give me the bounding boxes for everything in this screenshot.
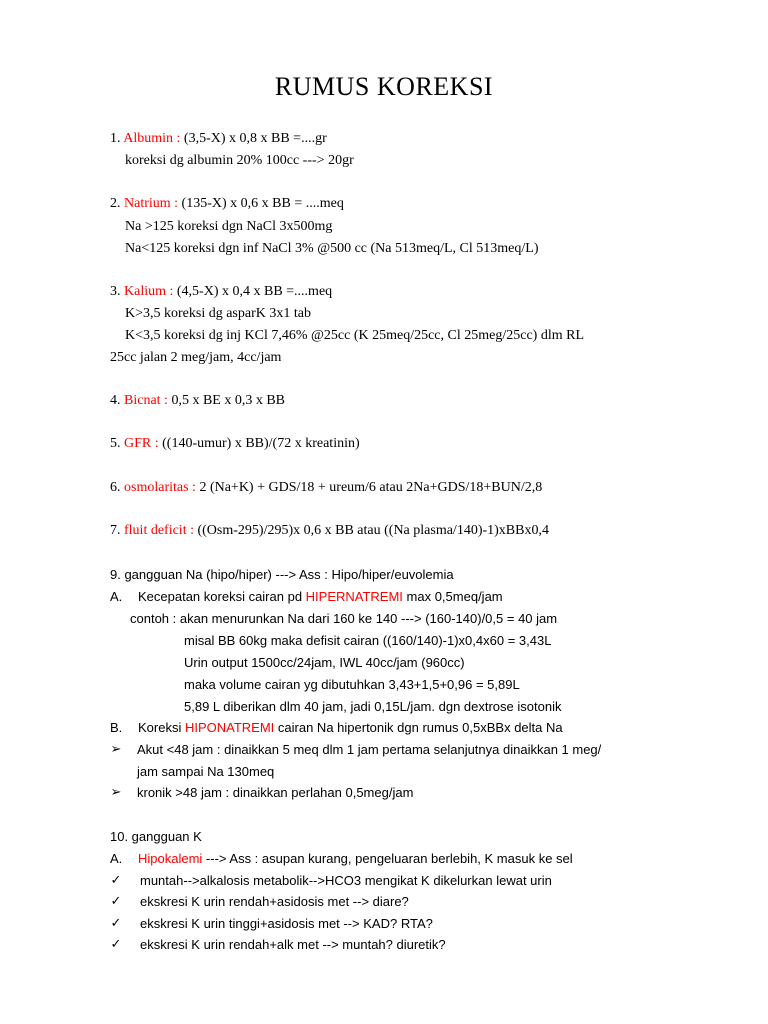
term-albumin: Albumin <box>123 131 174 146</box>
formula-osmolaritas: 2 (Na+K) + GDS/18 + ureum/6 atau 2Na+GDS/18+BUN/2,8 <box>199 480 543 495</box>
note-kalium-1: K>3,5 koreksi dg asparK 3x1 tab <box>125 306 311 321</box>
term-separator: : <box>186 523 198 538</box>
term-separator: : <box>170 196 182 211</box>
hipokalemi-line <box>138 850 573 868</box>
formula-natrium: (135-X) x 0,6 x BB = ....meq <box>181 196 344 211</box>
hipernatremi-post: max 0,5meq/jam <box>402 589 503 604</box>
arrow-bullet-icon: ➢ <box>110 742 122 757</box>
term-osmolaritas: osmolaritas <box>124 480 189 495</box>
check-line-3: ekskresi K urin tinggi+asidosis met --> KAD? RTA? <box>140 916 433 931</box>
term-hiponatremi: HIPONATREMI <box>184 720 275 735</box>
formula-fluit-deficit: ((Osm-295)/295)x 0,6 x BB atau ((Na plasma/140)-1)xBBx0,4 <box>197 523 549 538</box>
item-bicnat <box>110 392 285 410</box>
item-natrium <box>110 195 344 213</box>
contoh-line-2: misal BB 60kg maka defisit cairan ((160/140)-1)x0,4x60 = 3,43L <box>184 633 552 648</box>
term-separator: : <box>151 436 163 451</box>
item-number: 2. <box>110 196 124 211</box>
item-fluit-deficit <box>110 522 549 540</box>
formula-bicnat: 0,5 x BE x 0,3 x BB <box>171 393 286 408</box>
contoh-line-5: 5,89 L diberikan dlm 40 jam, jadi 0,15L/jam. dgn dextrose isotonik <box>184 699 562 714</box>
item-number: 6. <box>110 480 124 495</box>
contoh-line-4: maka volume cairan yg dibutuhkan 3,43+1,5+0,96 = 5,89L <box>184 677 520 692</box>
term-separator: : <box>166 284 177 299</box>
formula-gfr: ((140-umur) x BB)/(72 x kreatinin) <box>162 436 360 451</box>
akut-line-2: jam sampai Na 130meq <box>137 764 275 779</box>
item-number: 1. <box>110 131 124 146</box>
item-number: 7. <box>110 523 124 538</box>
note-kalium-2: K<3,5 koreksi dg inj KCl 7,46% @25cc (K 25meq/25cc, Cl 25meg/25cc) dlm RL <box>125 328 584 343</box>
checkmark-icon: ✓ <box>110 894 122 909</box>
section-heading-k: 10. gangguan K <box>110 829 202 844</box>
term-bicnat: Bicnat <box>124 393 161 408</box>
note-natrium-2: Na<125 koreksi dgn inf NaCl 3% @500 cc (Na 513meq/L, Cl 513meq/L) <box>125 241 539 256</box>
hiponatremi-pre: Koreksi <box>138 720 185 735</box>
item-number: 3. <box>110 284 124 299</box>
term-hipernatremi: HIPERNATREMI <box>305 589 403 604</box>
hipernatremi-line <box>138 588 503 606</box>
term-natrium: Natrium <box>124 196 171 211</box>
term-kalium: Kalium <box>124 284 166 299</box>
check-line-2: ekskresi K urin rendah+asidosis met --> diare? <box>140 894 409 909</box>
item-number: 4. <box>110 393 124 408</box>
hiponatremi-line <box>138 719 563 737</box>
kronik-line: kronik >48 jam : dinaikkan perlahan 0,5meg/jam <box>137 785 414 800</box>
section-heading-na: 9. gangguan Na (hipo/hiper) ---> Ass : Hipo/hiper/euvolemia <box>110 567 454 582</box>
contoh-line-3: Urin output 1500cc/24jam, IWL 40cc/jam (960cc) <box>184 655 465 670</box>
note-kalium-3: 25cc jalan 2 meg/jam, 4cc/jam <box>110 350 282 365</box>
item-gfr <box>110 435 360 453</box>
list-label-a: A. <box>110 589 123 604</box>
list-label-a: A. <box>110 851 123 866</box>
term-fluit-deficit: fluit deficit <box>124 523 187 538</box>
hiponatremi-post: cairan Na hipertonik dgn rumus 0,5xBBx delta Na <box>274 720 563 735</box>
checkmark-icon: ✓ <box>110 937 122 952</box>
list-label-b: B. <box>110 720 123 735</box>
note-albumin: koreksi dg albumin 20% 100cc ---> 20gr <box>125 153 354 168</box>
hipokalemi-post: ---> Ass : asupan kurang, pengeluaran berlebih, K masuk ke sel <box>202 851 573 866</box>
term-separator: : <box>188 480 200 495</box>
check-line-4: ekskresi K urin rendah+alk met --> muntah? diuretik? <box>140 937 446 952</box>
item-albumin <box>110 130 327 148</box>
check-line-1: muntah-->alkalosis metabolik-->HCO3 mengikat K dikelurkan lewat urin <box>140 873 552 888</box>
term-separator: : <box>173 131 184 146</box>
akut-line-1: Akut <48 jam : dinaikkan 5 meq dlm 1 jam pertama selanjutnya dinaikkan 1 meg/ <box>137 742 602 757</box>
arrow-bullet-icon: ➢ <box>110 785 122 800</box>
term-gfr: GFR <box>124 436 152 451</box>
item-number: 5. <box>110 436 124 451</box>
checkmark-icon: ✓ <box>110 916 122 931</box>
term-hipokalemi: Hipokalemi <box>138 851 203 866</box>
item-kalium <box>110 283 332 301</box>
hipernatremi-pre: Kecepatan koreksi cairan pd <box>138 589 306 604</box>
formula-albumin: (3,5-X) x 0,8 x BB =....gr <box>183 131 327 146</box>
note-natrium-1: Na >125 koreksi dgn NaCl 3x500mg <box>125 219 333 234</box>
item-osmolaritas <box>110 479 542 497</box>
contoh-line-1: contoh : akan menurunkan Na dari 160 ke 140 ---> (160-140)/0,5 = 40 jam <box>130 611 558 626</box>
checkmark-icon: ✓ <box>110 873 122 888</box>
term-separator: : <box>160 393 172 408</box>
page-title: RUMUS KOREKSI <box>274 72 494 101</box>
formula-kalium: (4,5-X) x 0,4 x BB =....meq <box>176 284 333 299</box>
